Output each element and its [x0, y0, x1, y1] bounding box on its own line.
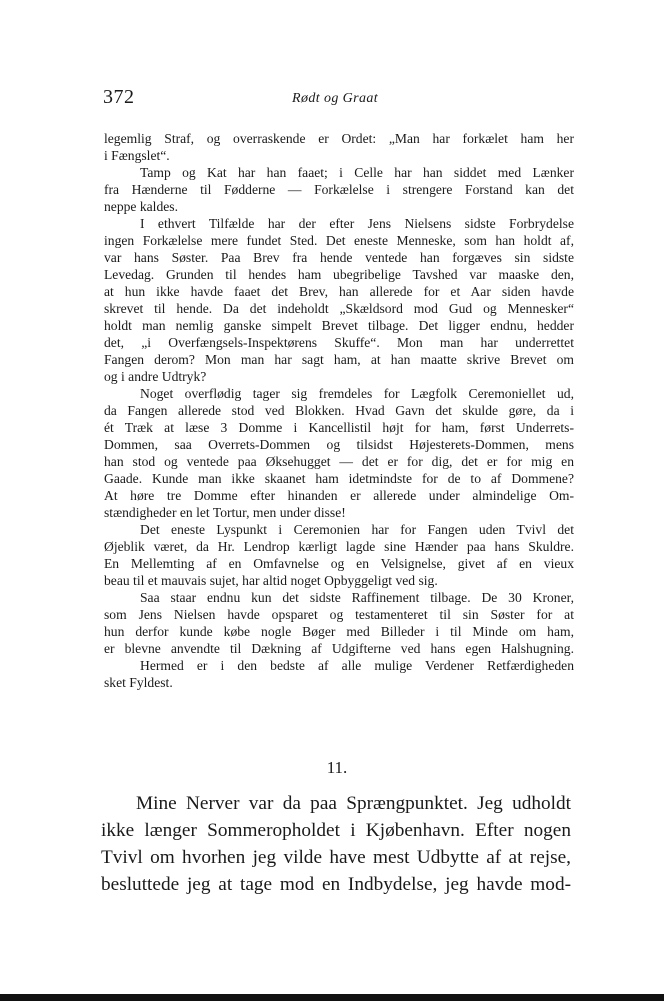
text-line: Tamp og Kat har han faaet; i Celle har han siddet med Lænker — [140, 165, 574, 180]
text-line: var hans Søster. Paa Brev fra hende ventede han forgæves sin sidste — [104, 250, 574, 265]
text-line: som Jens Nielsen havde opsparet og testamenteret til sin Søster for at — [104, 607, 574, 622]
text-line: ét Træk at læse 3 Domme i Kancellistil højt for ham, først Underrets- — [104, 420, 574, 435]
chapter-line: besluttede jeg at tage mod en Indbydelse, jeg havde mod- — [101, 874, 571, 895]
text-line: En Mellemting af en Omfavnelse og en Velsignelse, givet af en vieux — [104, 556, 574, 571]
text-line: hun derfor kunde købe nogle Bøger med Billeder i til Minde om ham, — [104, 624, 574, 639]
text-line: sket Fyldest. — [104, 675, 173, 690]
bottom-edge-rule — [0, 994, 664, 1001]
text-line: I ethvert Tilfælde har der efter Jens Nielsens sidste Forbrydelse — [140, 216, 574, 231]
chapter-line: ikke længer Sommeropholdet i Kjøbenhavn. Efter nogen — [101, 820, 571, 841]
text-line: Saa staar endnu kun det sidste Raffinement tilbage. De 30 Kroner, — [140, 590, 574, 605]
text-line: fra Hænderne til Fødderne — Forkælelse i strengere Forstand kan det — [104, 182, 574, 197]
text-line: Hermed er i den bedste af alle mulige Verdener Retfærdigheden — [140, 658, 574, 673]
text-line: Levedag. Grunden til hendes ham ubegribelige Tavshed var maaske den, — [104, 267, 574, 282]
text-line: beau til et mauvais sujet, har altid noget Opbyggeligt ved sig. — [104, 573, 438, 588]
text-line: Noget overflødig tager sig fremdeles for Lægfolk Ceremoniellet ud, — [140, 386, 574, 401]
text-line: Fangen derom? Mon man har sagt ham, at han maatte skrive Brevet om — [104, 352, 574, 367]
text-line: han stod og ventede paa Øksehugget — det er for dig, det er for mig en — [104, 454, 574, 469]
chapter-text — [101, 790, 571, 898]
running-title: Rødt og Graat — [292, 91, 379, 106]
text-line: og i andre Udtryk? — [104, 369, 207, 384]
text-line: at hun ikke havde faaet det Brev, han allerede for et Aar siden havde — [104, 284, 574, 299]
text-line: skrevet til hende. Da det indeholdt „Skældsord mod Gud og Mennesker“ — [104, 301, 574, 316]
text-line: holdt man nemlig ganske simpelt Brevet tilbage. Det ligger endnu, hedder — [104, 318, 574, 333]
text-line: stændigheder en let Tortur, men under disse! — [104, 505, 346, 520]
text-line: er blevne anvendte til Dækning af Udgifterne ved hans egen Halshugning. — [104, 641, 574, 656]
text-line: Dommen, saa Overrets-Dommen og tilsidst Højesterets-Dommen, mens — [104, 437, 574, 452]
text-line: Øjeblik været, da Hr. Lendrop kærligt lagde sine Hænder paa hans Skuldre. — [104, 539, 574, 554]
chapter-line: Tvivl om hvorhen jeg vilde have mest Udbytte af at rejse, — [101, 847, 571, 868]
page-number: 372 — [103, 86, 135, 108]
chapter-line: Mine Nerver var da paa Sprængpunktet. Jeg udholdt — [136, 793, 571, 814]
text-line: ingen Forkælelse mere fundet Sted. Det eneste Menneske, som han holdt af, — [104, 233, 574, 248]
section-number: 11. — [326, 758, 348, 777]
text-line: Gaade. Kunde man ikke skaanet ham idetmindste for de to af Dommene? — [104, 471, 574, 486]
text-line: i Fængslet“. — [104, 148, 170, 163]
text-line: det, „i Overfængsels-Inspektørens Skuffe“. Mon man har underrettet — [104, 335, 574, 350]
text-line: At høre tre Domme efter hinanden er allerede under almindelige Om- — [104, 488, 574, 503]
body-text — [104, 130, 574, 691]
text-line: neppe kaldes. — [104, 199, 178, 214]
text-line: Det eneste Lyspunkt i Ceremonien har for Fangen uden Tvivl det — [140, 522, 574, 537]
text-line: da Fangen allerede stod ved Blokken. Hvad Gavn det skulde gøre, da i — [104, 403, 574, 418]
text-line: legemlig Straf, og overraskende er Ordet: „Man har forkælet ham her — [104, 131, 574, 146]
